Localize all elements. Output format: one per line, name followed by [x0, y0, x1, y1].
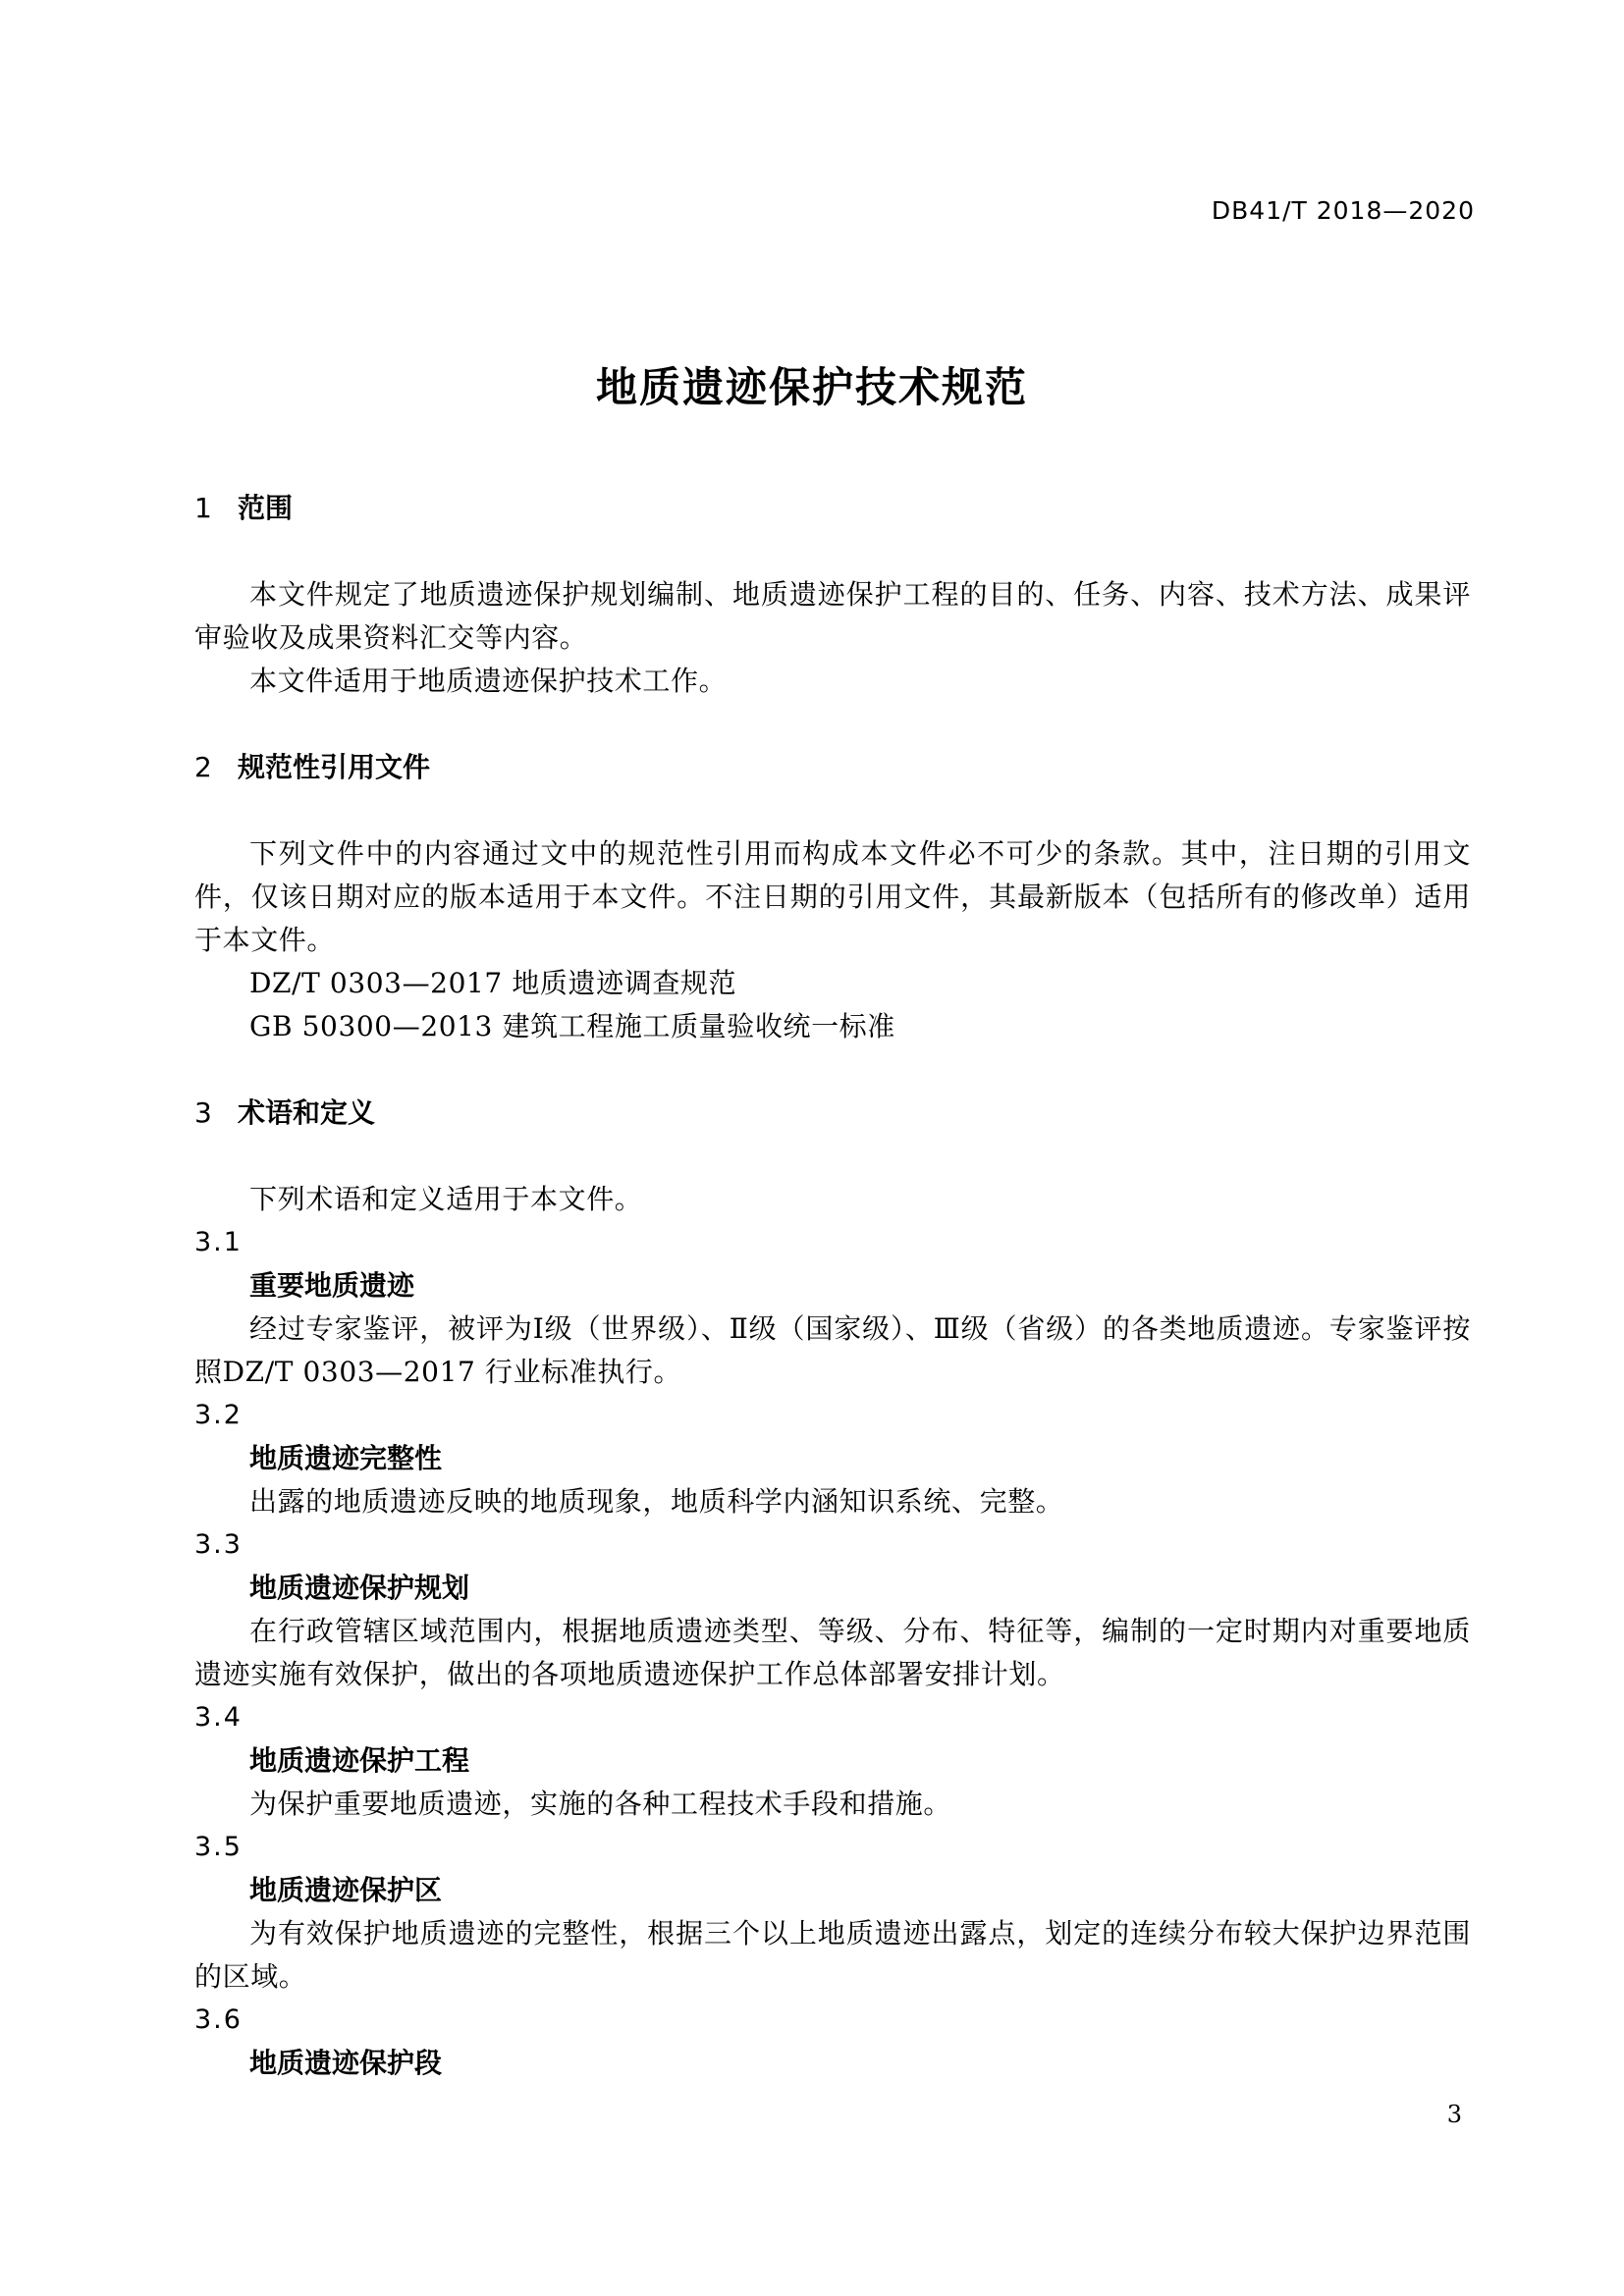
term-name: 地质遗迹保护段: [249, 2047, 443, 2079]
term-name: 重要地质遗迹: [249, 1269, 415, 1302]
reference-item: DZ/T 0303—2017 地质遗迹调查规范: [249, 967, 737, 999]
standard-code: DB41/T 2018—2020: [1211, 196, 1475, 225]
term-number: 3.4: [194, 1702, 243, 1733]
term-definition: 为有效保护地质遗迹的完整性，根据三个以上地质遗迹出露点，划定的连续分布较大保护边界范围的区域。: [194, 1917, 1471, 1993]
section-number: 2: [194, 751, 212, 783]
term-number: 3.2: [194, 1400, 243, 1430]
term-definition: 为保护重要地质遗迹，实施的各种工程技术手段和措施。: [249, 1788, 952, 1820]
term-number: 3.6: [194, 2004, 243, 2035]
term-name: 地质遗迹保护规划: [249, 1572, 470, 1604]
section-title: 范围: [238, 492, 294, 524]
term-number: 3.3: [194, 1529, 243, 1560]
term-definition: 经过专家鉴评，被评为Ⅰ级（世界级）、Ⅱ级（国家级）、Ⅲ级（省级）的各类地质遗迹。专家鉴评按照DZ/T 0303—2017 行业标准执行。: [194, 1312, 1471, 1388]
section-number: 3: [194, 1096, 212, 1129]
section-heading-scope: [194, 487, 1471, 530]
term-number: 3.1: [194, 1227, 243, 1257]
page-number: 3: [1446, 2101, 1462, 2128]
paragraph: 本文件适用于地质遗迹保护技术工作。: [249, 665, 728, 697]
term-name: 地质遗迹保护区: [249, 1874, 443, 1906]
term-name: 地质遗迹完整性: [249, 1442, 443, 1474]
term-definition: 在行政管辖区域范围内，根据地质遗迹类型、等级、分布、特征等，编制的一定时期内对重要地质遗迹实施有效保护，做出的各项地质遗迹保护工作总体部署安排计划。: [194, 1615, 1471, 1690]
term-name: 地质遗迹保护工程: [249, 1744, 470, 1777]
section-number: 1: [194, 492, 212, 524]
paragraph: 本文件规定了地质遗迹保护规划编制、地质遗迹保护工程的目的、任务、内容、技术方法、成果评审验收及成果资料汇交等内容。: [194, 578, 1471, 654]
document-title: 地质遗迹保护技术规范: [595, 363, 1028, 411]
section-heading-terms: [194, 1092, 1471, 1135]
reference-item: GB 50300—2013 建筑工程施工质量验收统一标准: [249, 1010, 895, 1042]
paragraph: 下列术语和定义适用于本文件。: [249, 1183, 643, 1215]
section-title: 规范性引用文件: [238, 751, 431, 783]
term-definition: 出露的地质遗迹反映的地质现象，地质科学内涵知识系统、完整。: [249, 1485, 1064, 1518]
section-heading-normative-references: [194, 746, 1471, 789]
document-body: [194, 487, 1471, 2085]
paragraph: 下列文件中的内容通过文中的规范性引用而构成本文件必不可少的条款。其中，注日期的引用文件，仅该日期对应的版本适用于本文件。不注日期的引用文件，其最新版本（包括所有的修改单）适用于本文件。: [194, 837, 1471, 956]
section-title: 术语和定义: [238, 1096, 376, 1129]
term-number: 3.5: [194, 1832, 243, 1862]
